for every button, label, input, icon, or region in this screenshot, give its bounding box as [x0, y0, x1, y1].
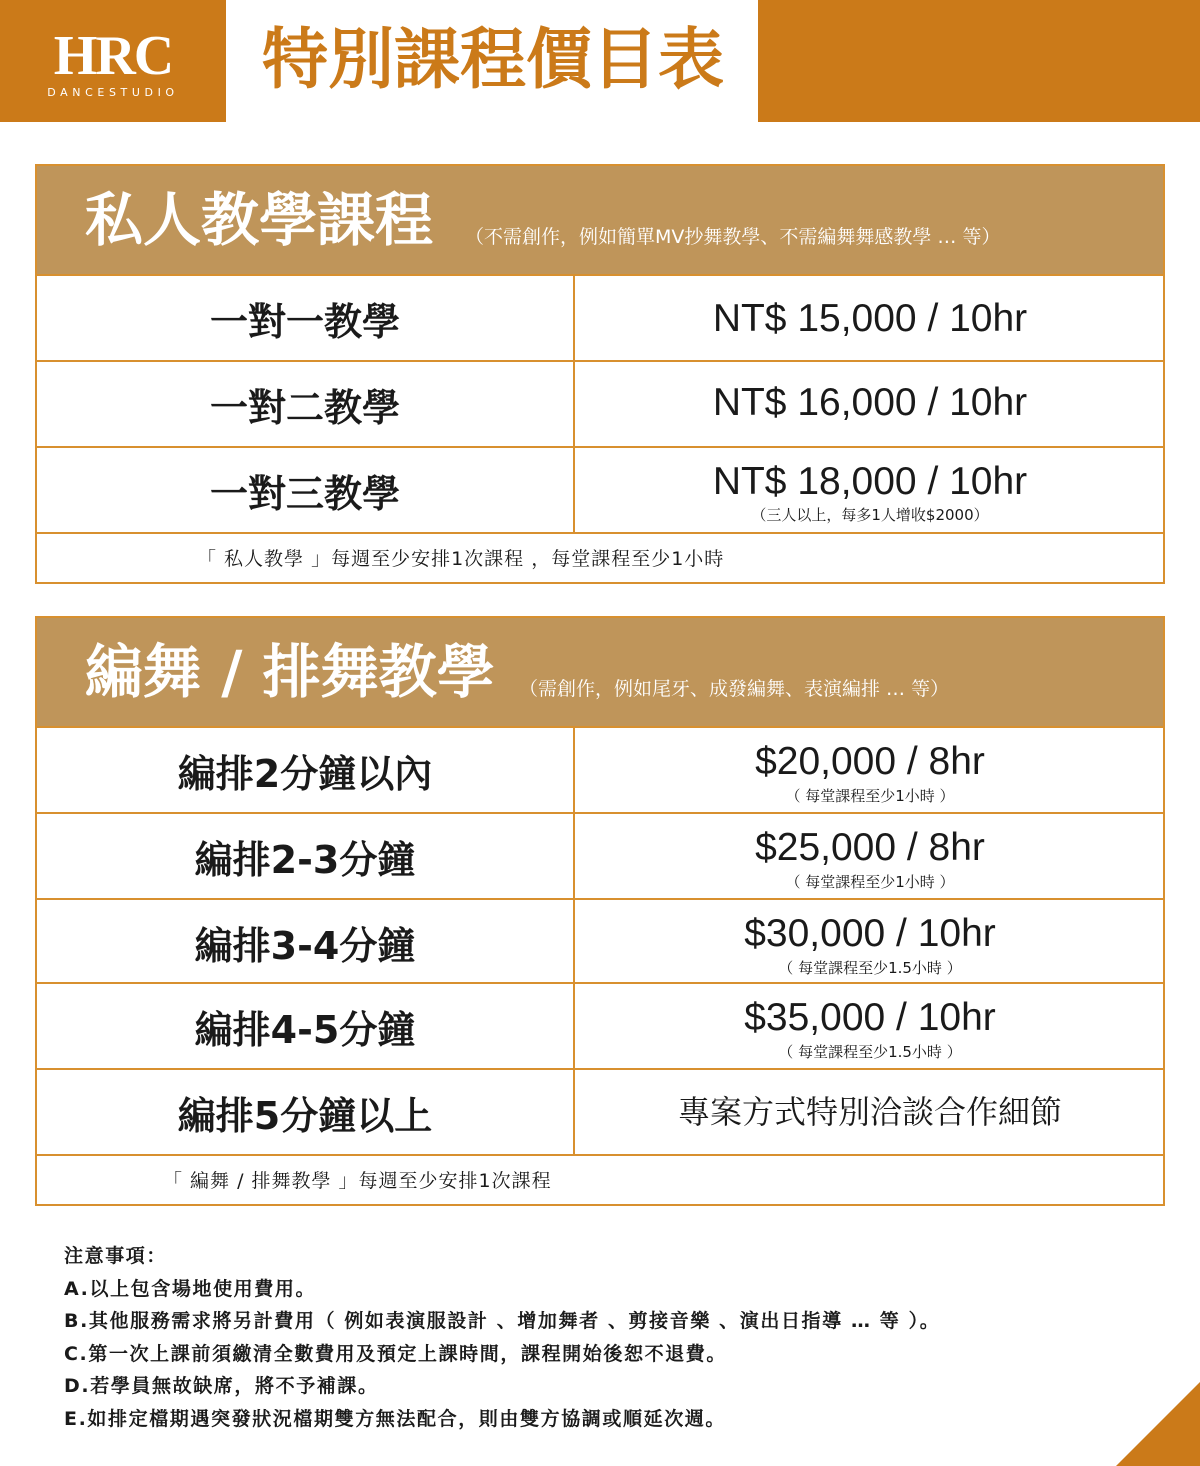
price-note: （ 每堂課程至少1小時 ）	[785, 873, 955, 891]
price-cell	[577, 362, 1163, 446]
notes-title: 注意事項：	[64, 1245, 168, 1267]
note-item: D.若學員無故缺席，將不予補課。	[64, 1375, 379, 1397]
course-label: 編排2分鐘以內	[37, 728, 575, 812]
private-section-note: （不需創作，例如簡單MV抄舞教學、不需編舞舞感教學 … 等）	[465, 226, 1001, 248]
price-cell	[577, 448, 1163, 532]
note-item: E.如排定檔期遇突發狀況檔期雙方無法配合，則由雙方協調或順延次週。	[64, 1407, 726, 1430]
price-cell	[577, 900, 1163, 984]
table-row	[37, 360, 1163, 446]
table-row	[37, 274, 1163, 360]
choreo-section-header	[37, 618, 1163, 726]
table-footer-row	[37, 532, 1163, 584]
course-label: 編排3-4分鐘	[37, 900, 575, 984]
price-note: （ 每堂課程至少1.5小時 ）	[778, 959, 962, 977]
price-value: NT$ 15,000 / 10hr	[712, 297, 1028, 340]
price-value: NT$ 18,000 / 10hr	[712, 460, 1028, 503]
table-row	[37, 812, 1163, 898]
price-value: $30,000 / 10hr	[744, 912, 996, 955]
corner-decoration	[1116, 1382, 1200, 1466]
price-cell	[577, 984, 1163, 1068]
logo: HRC	[53, 25, 173, 87]
choreo-section-title: 編舞 / 排舞教學	[85, 638, 495, 706]
page-title: 特別課程價目表	[262, 21, 724, 98]
price-note: （三人以上，每多1人增收$2000）	[751, 506, 989, 524]
choreography-table	[35, 616, 1165, 1206]
table-row	[37, 726, 1163, 812]
price-cell	[577, 1070, 1163, 1154]
price-value: $25,000 / 8hr	[755, 826, 985, 869]
price-note: （ 每堂課程至少1.5小時 ）	[778, 1043, 962, 1061]
price-note: （ 每堂課程至少1小時 ）	[785, 787, 955, 805]
note-item: A.以上包含場地使用費用。	[64, 1277, 317, 1300]
course-label: 編排4-5分鐘	[37, 984, 575, 1068]
price-value: 專案方式特別洽談合作細節	[677, 1093, 1062, 1131]
price-cell	[577, 728, 1163, 812]
course-label: 一對二教學	[37, 362, 575, 446]
price-value: NT$ 16,000 / 10hr	[712, 381, 1028, 424]
table-row	[37, 982, 1163, 1068]
choreo-section-note: （需創作，例如尾牙、成發編舞、表演編排 … 等）	[519, 678, 950, 700]
table-footer-row	[37, 1154, 1163, 1206]
private-section-title: 私人教學課程	[85, 186, 434, 254]
table-row	[37, 1068, 1163, 1154]
logo-subtitle: DANCESTUDIO	[47, 86, 179, 99]
note-item: C.第一次上課前須繳清全數費用及預定上課時間，課程開始後恕不退費。	[64, 1342, 727, 1365]
notes-section	[64, 1240, 1104, 1435]
header-accent-block	[758, 0, 1200, 122]
course-label: 編排5分鐘以上	[37, 1070, 575, 1154]
choreo-footer-note: 「 編舞 / 排舞教學 」每週至少安排1次課程	[163, 1170, 552, 1192]
private-footer-note: 「 私人教學 」每週至少安排1次課程 ，每堂課程至少1小時	[197, 548, 725, 570]
note-item: B.其他服務需求將另計費用（ 例如表演服設計 、增加舞者 、剪接音樂 、演出日指導 … 等 ）。	[64, 1310, 941, 1332]
price-cell	[577, 814, 1163, 898]
course-label: 一對三教學	[37, 448, 575, 532]
table-row	[37, 446, 1163, 532]
private-section-header	[37, 166, 1163, 274]
price-cell	[577, 276, 1163, 360]
course-label: 一對一教學	[37, 276, 575, 360]
table-row	[37, 898, 1163, 984]
course-label: 編排2-3分鐘	[37, 814, 575, 898]
price-value: $35,000 / 10hr	[744, 996, 996, 1039]
price-value: $20,000 / 8hr	[755, 740, 985, 783]
private-lessons-table	[35, 164, 1165, 584]
